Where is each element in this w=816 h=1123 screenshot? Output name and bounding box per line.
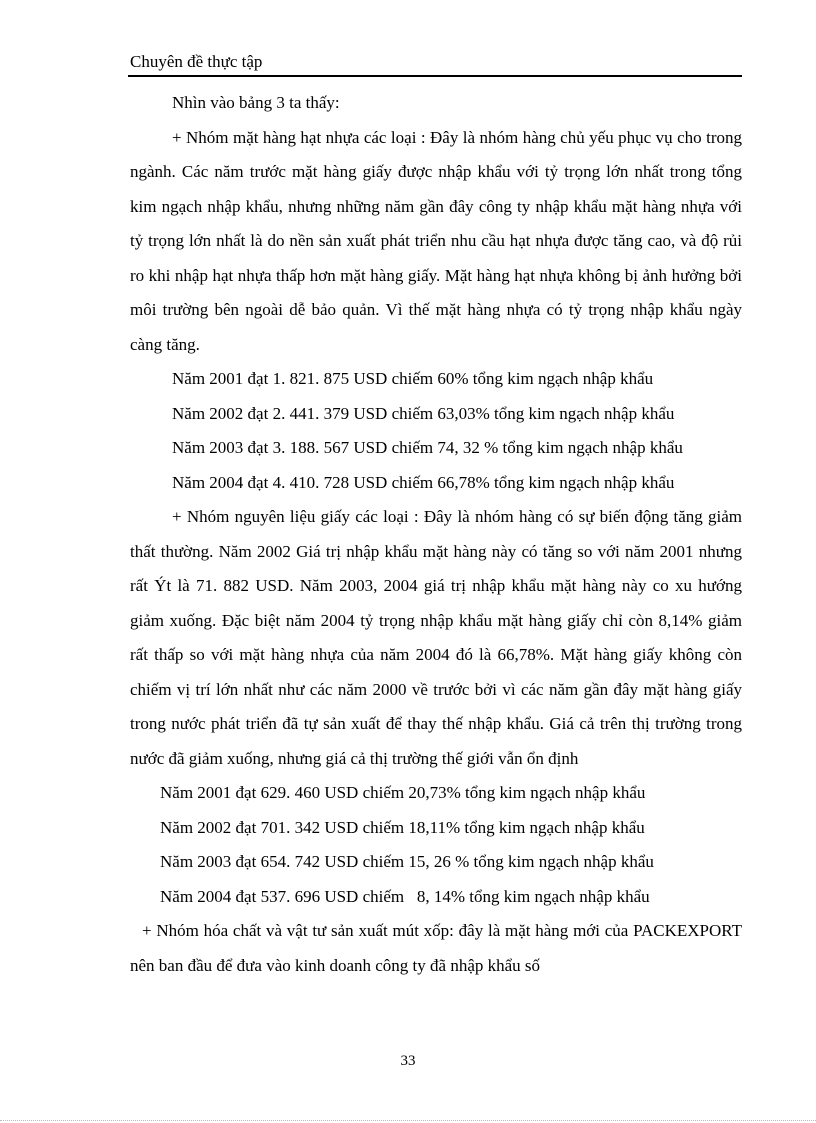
document-body <box>130 86 742 983</box>
chemical-paragraph: + Nhóm hóa chất và vật tư sản xuất mút xốp: đây là mặt hàng mới của PACKEXPORT nên ban đầu để đưa vào kinh doanh công ty đã nhập khẩu số <box>130 921 742 975</box>
intro-paragraph: Nhìn vào bảng 3 ta thấy: <box>172 93 340 112</box>
plastic-paragraph: + Nhóm mặt hàng hạt nhựa các loại : Đây là nhóm hàng chủ yếu phục vụ cho trong ngành. Các năm trước mặt hàng giấy được nhập khẩu với tỷ trọng lớn nhất trong tổng kim ngạch nhập khẩu, nhưng những năm gần đây công ty nhập khẩu mặt hàng nhựa với tỷ trọng lớn nhất là do nền sản xuất phát triển nhu cầu hạt nhựa được tăng cao, và độ rủi ro khi nhập hạt nhựa thấp hơn mặt hàng giấy. Mặt hàng hạt nhựa không bị ảnh hưởng bởi môi trường bên ngoài dễ bảo quản. Vì thế mặt hàng nhựa có tỷ trọng nhập khẩu ngày càng tăng. <box>130 127 742 354</box>
paper-paragraph: + Nhóm nguyên liệu giấy các loại : Đây là nhóm hàng có sự biến động tăng giảm thất thường. Năm 2002 Giá trị nhập khẩu mặt hàng này có tăng so với năm 2001 nhưng rất Ýt là 71. 882 USD. Năm 2003, 2004 giá trị nhập khẩu mặt hàng này co xu hướng giảm xuống. Đặc biệt năm 2004 tỷ trọng nhập khẩu mặt hàng giấy chỉ còn 8,14% giảm rất thấp so với mặt hàng nhựa của năm 2004 đó là 66,78%. Mặt hàng giấy không còn chiếm vị trí lớn nhất như các năm 2000 về trước bởi vì các năm gần đây mặt hàng giấy trong nước phát triển đã tự sản xuất để thay thế nhập khẩu. Giá cả trên thị trường trong nước đã giảm xuống, nhưng giá cả thị trường thế giới vẫn ổn định <box>130 507 742 768</box>
page-number: 33 <box>400 1053 416 1069</box>
page-header-title: Chuyên đề thực tập <box>130 52 263 71</box>
paper-stat-2003: Năm 2003 đạt 654. 742 USD chiếm 15, 26 % tổng kim ngạch nhập khẩu <box>160 852 654 871</box>
paper-stat-2002: Năm 2002 đạt 701. 342 USD chiếm 18,11% tổng kim ngạch nhập khẩu <box>160 817 645 837</box>
plastic-stat-2004: Năm 2004 đạt 4. 410. 728 USD chiếm 66,78% tổng kim ngạch nhập khẩu <box>172 472 675 492</box>
page-bottom-border <box>0 1120 816 1121</box>
plastic-stat-2003: Năm 2003 đạt 3. 188. 567 USD chiếm 74, 32 % tổng kim ngạch nhập khẩu <box>172 438 683 457</box>
plastic-stat-2002: Năm 2002 đạt 2. 441. 379 USD chiếm 63,03% tổng kim ngạch nhập khẩu <box>172 403 675 423</box>
paper-stat-2001: Năm 2001 đạt 629. 460 USD chiếm 20,73% tổng kim ngạch nhập khẩu <box>160 783 646 802</box>
header-rule <box>128 75 742 77</box>
paper-stat-2004: Năm 2004 đạt 537. 696 USD chiếm 8, 14% tổng kim ngạch nhập khẩu <box>160 886 650 906</box>
plastic-stat-2001: Năm 2001 đạt 1. 821. 875 USD chiếm 60% tổng kim ngạch nhập khẩu <box>172 369 654 388</box>
